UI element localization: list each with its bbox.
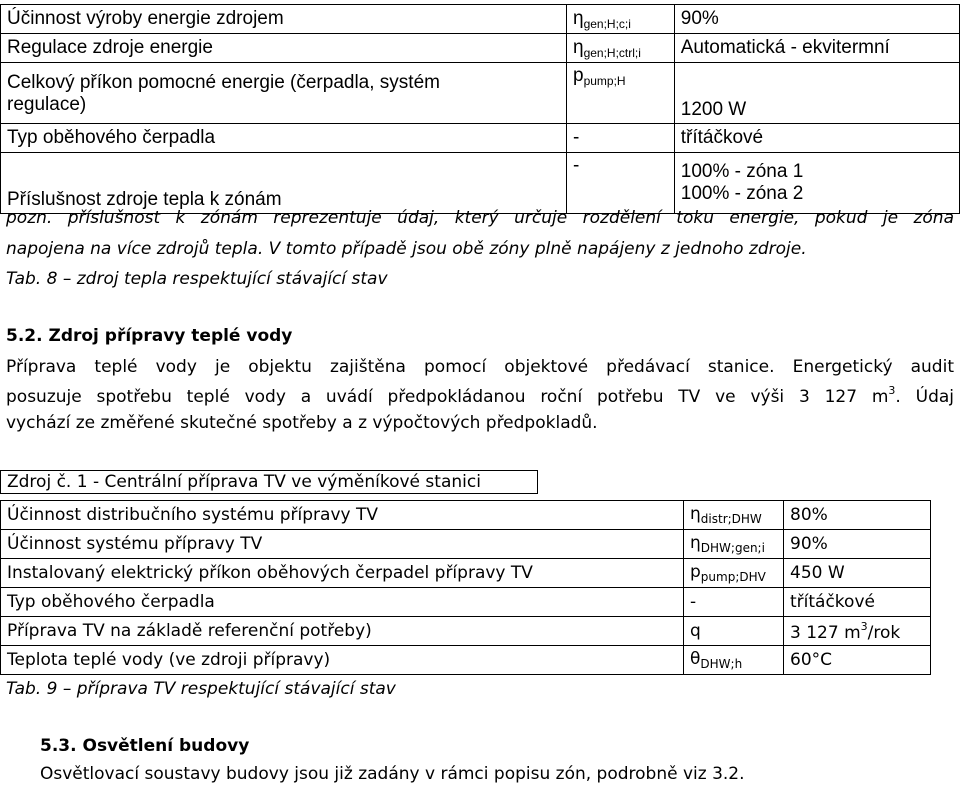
section-heading-5-2: 5.2. Zdroj přípravy teplé vody <box>6 326 293 346</box>
symbol-subscript: gen;H;c;i <box>583 16 631 31</box>
table-cell <box>567 153 675 214</box>
symbol: θ <box>690 649 701 669</box>
table-cell <box>674 5 959 34</box>
symbol: - <box>690 592 697 612</box>
table-cell <box>684 617 784 646</box>
paragraph-lighting: Osvětlovací soustavy budovy jsou již zadány v rámci popisu zón, podrobně viz 3.2. <box>40 764 745 784</box>
row-value: Automatická - ekvitermní <box>680 37 890 58</box>
symbol-subscript: DHW;h <box>700 657 743 671</box>
row-label-line1: Celkový příkon pomocné energie (čerpadla, systém <box>7 72 440 93</box>
table-cell <box>684 646 784 675</box>
note-line-1: pozn. příslušnost k zónám reprezentuje údaj, který určuje rozdělení toku energie, pokud je zóna <box>6 208 954 228</box>
table-cell <box>1 646 684 675</box>
symbol: p <box>690 562 701 582</box>
row-label: Teplota teplé vody (ve zdroji přípravy) <box>7 650 331 670</box>
table-row <box>1 153 960 214</box>
table-cell <box>1 501 684 530</box>
symbol: η <box>690 504 701 524</box>
symbol: - <box>573 127 580 148</box>
row-label: Typ oběhového čerpadla <box>7 592 215 612</box>
symbol: - <box>573 155 580 176</box>
table-cell <box>1 153 567 214</box>
table-cell <box>567 63 675 124</box>
table-cell <box>567 124 675 153</box>
row-label: Regulace zdroje energie <box>7 37 213 58</box>
table-cell <box>567 34 675 63</box>
row-value: 60°C <box>790 650 833 670</box>
table-cell <box>684 559 784 588</box>
symbol: η <box>573 7 584 29</box>
table-row <box>1 530 931 559</box>
table-cell <box>684 530 784 559</box>
table-cell <box>567 5 675 34</box>
row-label: Účinnost výroby energie zdrojem <box>7 8 284 29</box>
table-cell <box>784 559 931 588</box>
table-cell <box>674 124 959 153</box>
symbol: p <box>573 65 584 86</box>
row-label: Příslušnost zdroje tepla k zónám <box>7 189 282 210</box>
table-row <box>1 617 931 646</box>
row-value: třítáčkové <box>790 592 875 612</box>
row-value-line1: 100% - zóna 1 <box>680 161 804 182</box>
table-row <box>1 559 931 588</box>
unit-superscript: 3 <box>860 619 868 633</box>
table-row <box>1 5 960 34</box>
source-title: Zdroj č. 1 - Centrální příprava TV ve výměníkové stanici <box>0 470 538 494</box>
note-line-2: napojena na více zdrojů tepla. V tomto případě jsou obě zóny plně napájeny z jednoho zdroje. <box>6 239 807 259</box>
row-value: 90% <box>680 8 719 29</box>
table-cell <box>674 153 959 214</box>
table-cell <box>1 559 684 588</box>
table-row <box>1 124 960 153</box>
row-label: Účinnost distribučního systému přípravy TV <box>7 505 379 525</box>
symbol: q <box>690 621 701 641</box>
symbol-subscript: distr;DHW <box>700 512 762 526</box>
table-cell <box>1 588 684 617</box>
row-value: 80% <box>790 505 828 525</box>
paragraph-line-3: vychází ze změřené skutečné spotřeby a z výpočtových předpokladů. <box>6 413 598 433</box>
table-cell <box>784 617 931 646</box>
symbol-subscript: pump;DHV <box>700 570 766 584</box>
table-row <box>1 34 960 63</box>
table-cell <box>784 588 931 617</box>
row-label: Typ oběhového čerpadla <box>7 127 216 148</box>
symbol-subscript: DHW;gen;i <box>700 541 765 555</box>
row-value: 90% <box>790 534 828 554</box>
paragraph-line-2: posuzuje spotřebu teplé vody a uvádí předpokládanou roční potřebu TV ve výši 3 127 $m^3$. Údaj <box>6 384 954 407</box>
table-cell <box>1 34 567 63</box>
table-cell <box>1 63 567 124</box>
row-value: 3 127 m <box>790 622 861 643</box>
row-value-line2: 100% - zóna 2 <box>680 183 804 204</box>
table-caption-8: Tab. 8 – zdroj tepla respektující stávající stav <box>6 269 388 289</box>
table-row <box>1 646 931 675</box>
row-label: Příprava TV na základě referenční potřeby) <box>7 621 372 641</box>
row-value: třítáčkové <box>680 127 764 148</box>
table-row <box>1 63 960 124</box>
section-heading-5-3: 5.3. Osvětlení budovy <box>40 736 250 756</box>
unit-tail: /rok <box>867 622 901 643</box>
table-cell <box>674 63 959 124</box>
table-cell <box>1 530 684 559</box>
symbol-subscript: gen;H;ctrl;i <box>583 45 641 60</box>
row-label: Instalovaný elektrický příkon oběhových čerpadel přípravy TV <box>7 563 533 583</box>
table-cell <box>684 501 784 530</box>
table-cell <box>1 5 567 34</box>
table-cell <box>784 530 931 559</box>
table-cell <box>684 588 784 617</box>
symbol: η <box>573 36 584 58</box>
row-value: 1200 W <box>680 99 747 120</box>
table-row <box>1 588 931 617</box>
heat-source-table <box>0 4 960 214</box>
symbol: η <box>690 533 701 553</box>
row-label-line2: regulace) <box>7 94 87 115</box>
table-caption-9: Tab. 9 – příprava TV respektující stávající stav <box>6 679 396 699</box>
table-row <box>1 501 931 530</box>
paragraph-line-1: Příprava teplé vody je objektu zajištěna pomocí objektové předávací stanice. Energetický audit <box>6 357 954 377</box>
table-cell <box>784 501 931 530</box>
table-cell <box>784 646 931 675</box>
table-cell <box>674 34 959 63</box>
table-cell <box>1 124 567 153</box>
table-cell <box>1 617 684 646</box>
row-value: 450 W <box>790 563 845 583</box>
symbol-subscript: pump;H <box>583 74 626 88</box>
hot-water-table <box>0 500 931 675</box>
row-label: Účinnost systému přípravy TV <box>7 534 263 554</box>
